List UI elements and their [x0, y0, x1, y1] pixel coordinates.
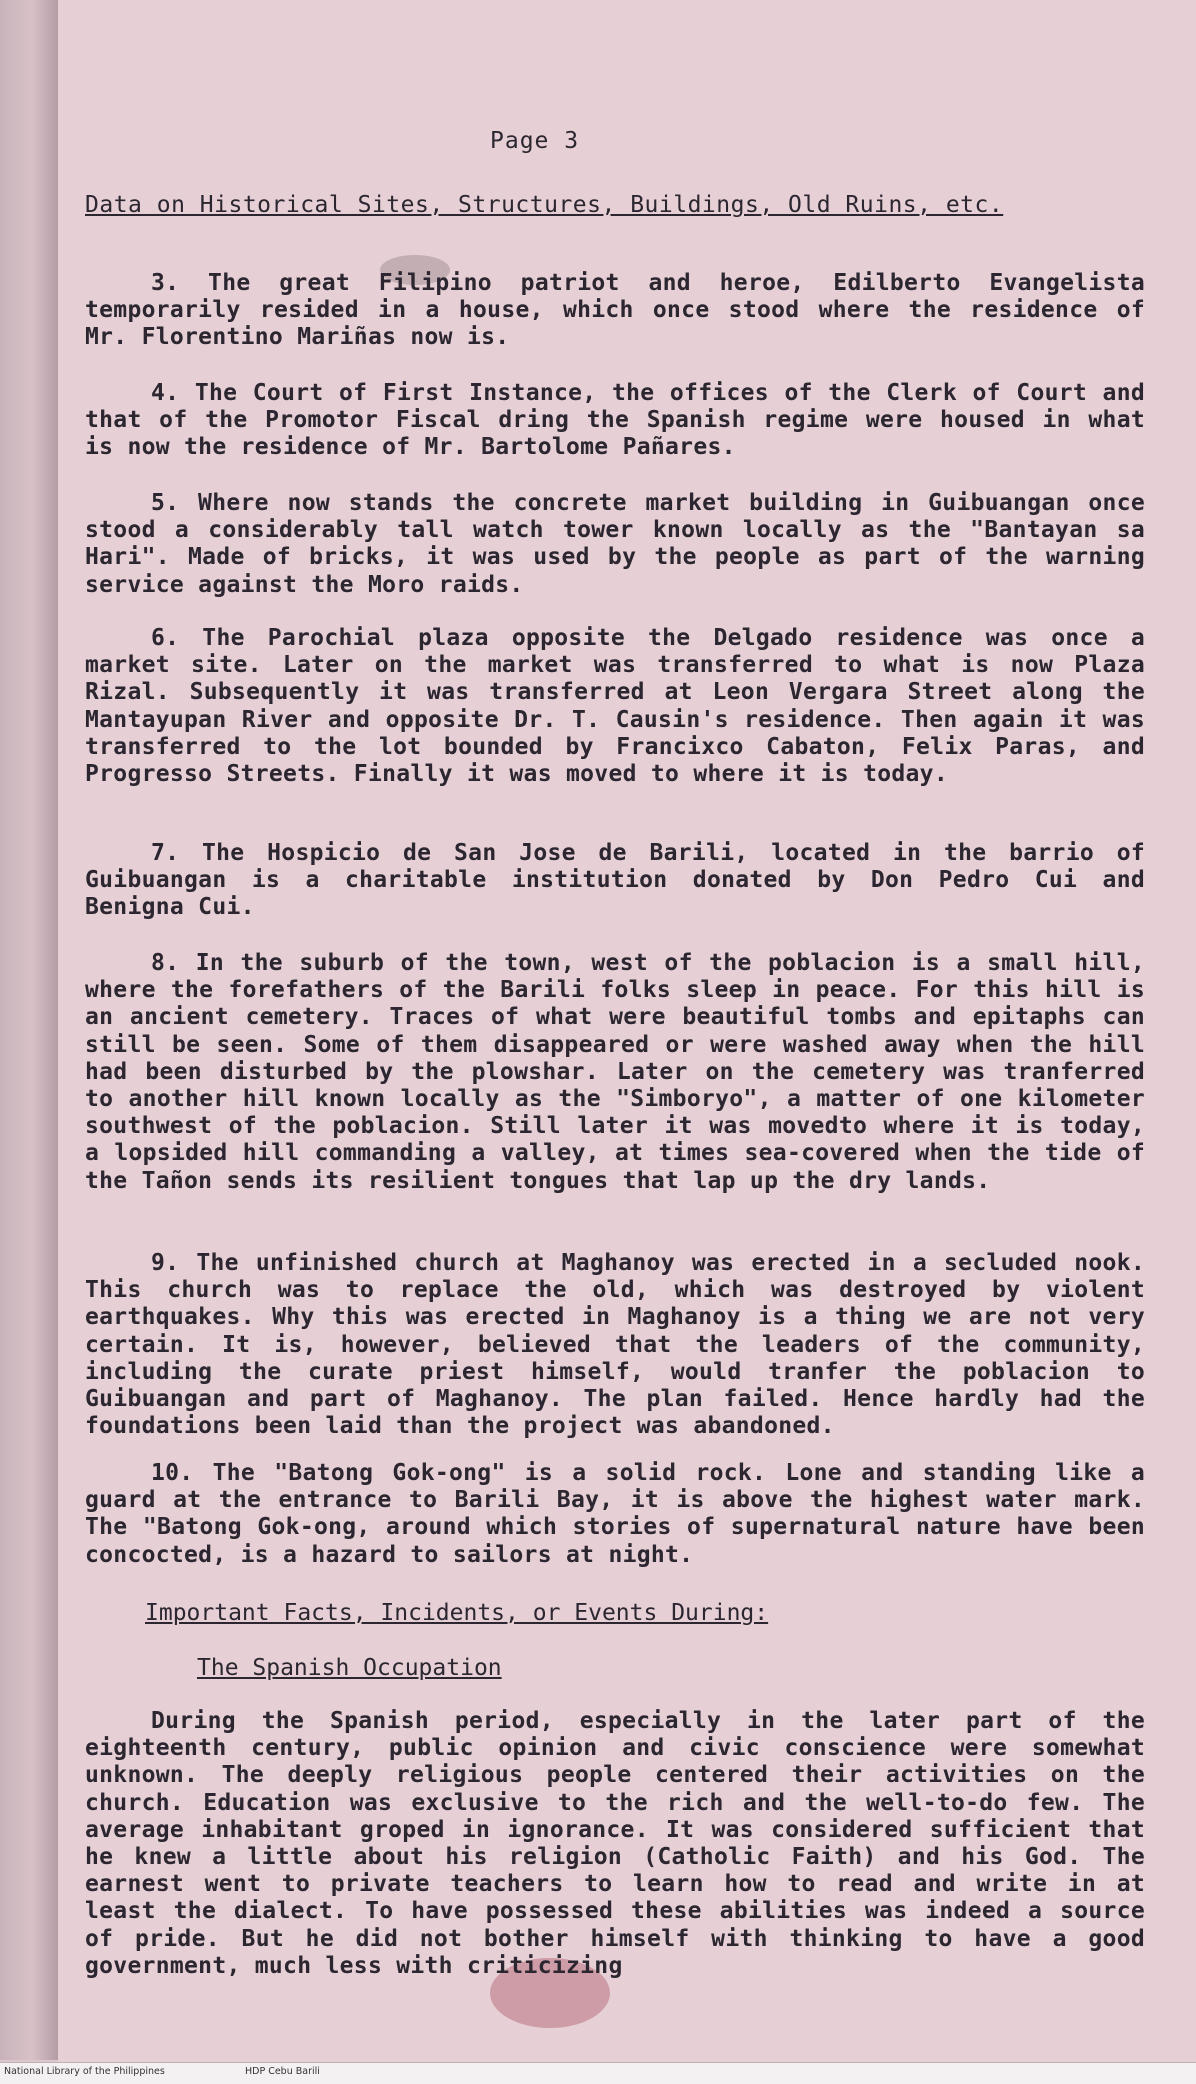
archive-footer [0, 2062, 1196, 2084]
page-heading: Data on Historical Sites, Structures, Buildings, Old Ruins, etc. [85, 192, 1004, 218]
paragraph-4: 4. The Court of First Instance, the offices of the Clerk of Court and that of the Promotor Fiscal dring the Spanish regime were housed in what is now the residence of Mr. Bartolome Pañares. [85, 380, 1145, 461]
footer-file-id: HDP Cebu Barili [245, 2066, 320, 2077]
adjacent-page-edge [0, 0, 60, 2060]
paragraph-7: 7. The Hospicio de San Jose de Barili, located in the barrio of Guibuangan is a charitable institution donated by Don Pedro Cui and Benigna Cui. [85, 840, 1145, 921]
section-heading: Important Facts, Incidents, or Events During: [145, 1600, 769, 1626]
paragraph-10: 10. The "Batong Gok-ong" is a solid rock. Lone and standing like a guard at the entrance to Barili Bay, it is above the highest water mark. The "Batong Gok-ong, around which stories of supernatural nature have been concocted, is a hazard to sailors at night. [85, 1460, 1145, 1568]
paragraph-9: 9. The unfinished church at Maghanoy was erected in a secluded nook. This church was to replace the old, which was destroyed by violent earthquakes. Why this was erected in Maghanoy is a thing we are not very certain. It is, however, believed that the leaders of the community, including the curate priest himself, would tranfer the poblacion to Guibuangan and part of Maghanoy. The plan failed. Hence hardly had the foundations been laid than the project was abandoned. [85, 1250, 1145, 1440]
paragraph-5: 5. Where now stands the concrete market building in Guibuangan once stood a considerably tall watch tower known locally as the "Bantayan sa Hari". Made of bricks, it was used by the people as part of the warning service against the Moro raids. [85, 490, 1145, 598]
paragraph-8: 8. In the suburb of the town, west of the poblacion is a small hill, where the forefathers of the Barili folks sleep in peace. For this hill is an ancient cemetery. Traces of what were beautiful tombs and epitaphs can still be seen. Some of them disappeared or were washed away when the hill had been disturbed by the plowshar. Later on the cemetery was tranferred to another hill known locally as the "Simboryo", a matter of one kilometer southwest of the poblacion. Still later it was movedto where it is today, a lopsided hill commanding a valley, at times sea-covered when the tide of the Tañon sends its resilient tongues that lap up the dry lands. [85, 950, 1145, 1194]
spanish-occupation-heading: The Spanish Occupation [197, 1655, 502, 1681]
paragraph-3: 3. The great Filipino patriot and heroe, Edilberto Evangelista temporarily resided in a house, which once stood where the residence of Mr. Florentino Mariñas now is. [85, 270, 1145, 351]
footer-library-name: National Library of the Philippines [4, 2066, 165, 2077]
paragraph-6: 6. The Parochial plaza opposite the Delgado residence was once a market site. Later on the market was transferred to what is now Plaza Rizal. Subsequently it was transferred at Leon Vergara Street along the Mantayupan River and opposite Dr. T. Causin's residence. Then again it was transferred to the lot bounded by Francixco Cabaton, Felix Paras, and Progresso Streets. Finally it was moved to where it is today. [85, 625, 1145, 788]
page-number: Page 3 [490, 128, 580, 154]
spanish-period-paragraph: During the Spanish period, especially in the later part of the eighteenth century, public opinion and civic conscience were somewhat unknown. The deeply religious people centered their activities on the church. Education was exclusive to the rich and the well-to-do few. The average inhabitant groped in ignorance. It was considered sufficient that he knew a little about his religion (Catholic Faith) and his God. The earnest went to private teachers to learn how to read and write in at least the dialect. To have possessed these abilities was indeed a source of pride. But he did not bother himself with thinking to have a good government, much less with criticizing [85, 1708, 1145, 1979]
